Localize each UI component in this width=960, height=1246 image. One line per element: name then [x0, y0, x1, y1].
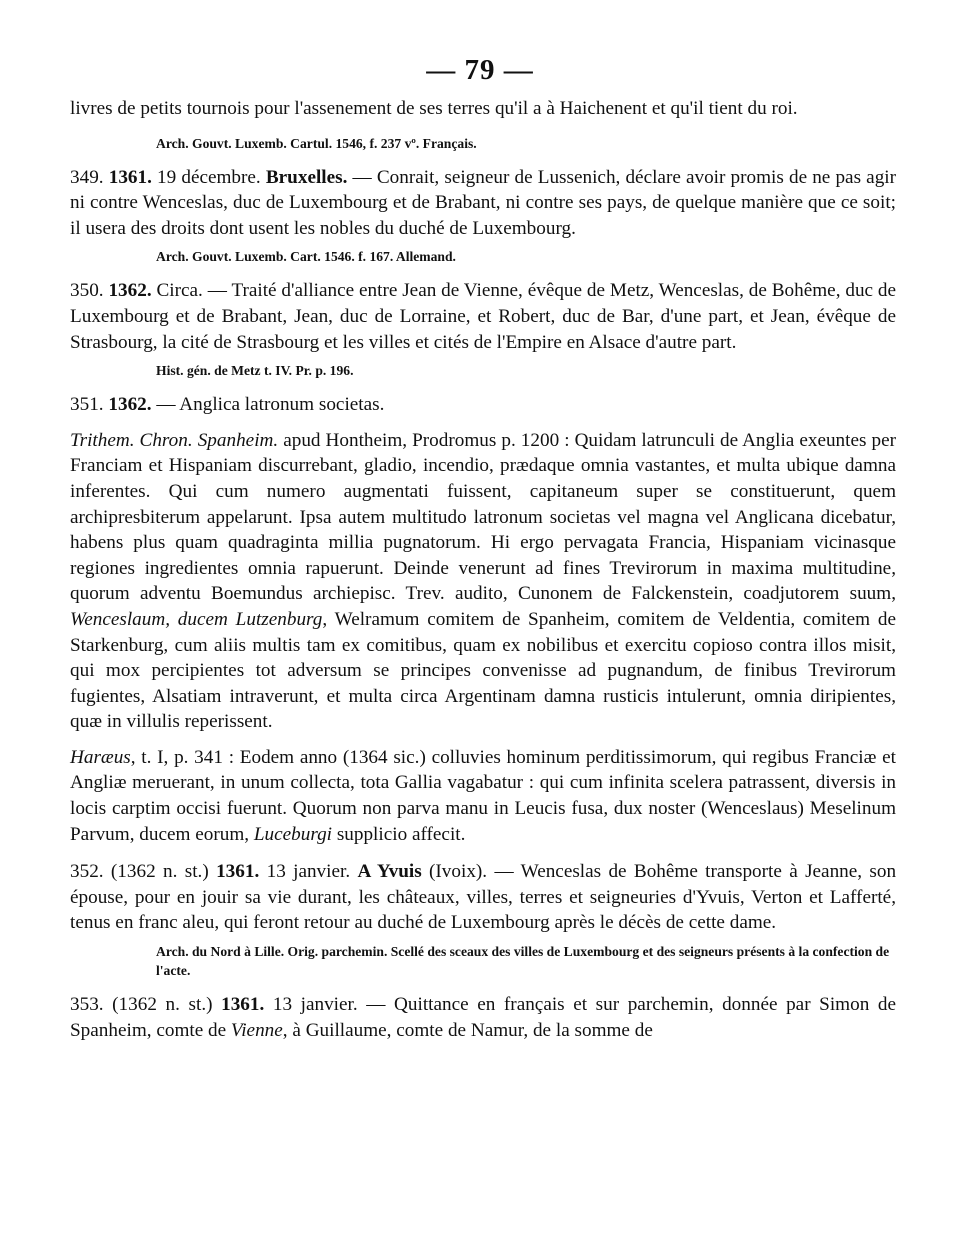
entry-text: — Quittance en français et sur parchemin, donnée par Simon de Spanheim, comte de [70, 994, 896, 1041]
entry-year: 1361. [216, 861, 260, 883]
entry-year: 1361. [108, 166, 152, 188]
source-note: Arch. du Nord à Lille. Orig. parchemin. Scellé des sceaux des villes de Luxembourg et des seigneurs présents à la confection de l'acte. [156, 944, 890, 979]
quotation-haraeus [70, 745, 896, 847]
quotation-text: , t. I, p. 341 : Eodem anno (1364 sic.) colluvies hominum perditissimorum, qui regibus Franciæ et Angliæ meruerant, in unum collecta, tota Gallia vagabatur : qui cum infinita scelera patrassent, diversis in locis carptim occisi fuerunt. Quorum non parva manu in Leucis fusa, dux noster (Wenceslaus) Meselinum Parvum, ducem eorum, [70, 746, 896, 845]
entry-prefix: (1362 n. st.) [112, 994, 213, 1016]
entry-number: 352. [70, 861, 104, 883]
entry-text: — Conrait, seigneur de Lussenich, déclare avoir promis de ne pas agir ni contre Wenceslas, duc de Luxembourg et de Brabant, ni contre ses pays, de quelque manière que ce soit; il usera des droits dont usent les nobles du duché de Luxembourg. [70, 166, 897, 239]
entry-349 [70, 165, 896, 242]
entry-year: 1361. [221, 994, 265, 1016]
entry-text: — Wenceslas de Bohême transporte à Jeanne, son épouse, pour en jouir sa vie durant, les châteaux, villes, terres et seigneuries d'Yvuis, Verton et Lafferté, tenus en franc aleu, qui feront retour au duché de Luxembourg après le décès de cette dame. [70, 861, 897, 934]
entry-351 [70, 392, 896, 418]
entry-place: A Yvuis [357, 861, 422, 883]
entry-number: 351. [70, 394, 104, 416]
entry-text: — Traité d'alliance entre Jean de Vienne, évêque de Metz, Wenceslas, de Bohême, duc de Luxembourg et de Brabant, Jean, duc de Lorraine, et Robert, duc de Bar, d'une part, et Jean, évêque de Strasbourg, la cité de Strasbourg et les villes et cités de l'Empire en Alsace d'autre part. [70, 280, 897, 353]
entry-number: 349. [70, 166, 104, 188]
entry-number: 353. [70, 994, 104, 1016]
entry-date: Circa. [156, 280, 203, 302]
entry-date: 13 janvier. [266, 861, 351, 883]
entry-place-alt: (Ivoix). [429, 861, 488, 883]
entry-year: 1362. [108, 394, 152, 416]
citation-title: Trithem. Chron. Spanheim. [70, 429, 279, 451]
entry-date: 13 janvier. [272, 994, 358, 1016]
page-content [70, 96, 896, 1043]
quotation-text: apud Hontheim, Prodromus p. 1200 : Quidam latrunculi de Anglia exeuntes per Franciam et Hispaniam discurrebant, gladio, incendio, prædaque omnia vastantes, et multa ubique damna inferentes. Qui cum numero augmentati fuissent, capitaneum super se constituerunt, quem archipresbiterum appelarunt. Ipsa autem multitudo latronum societas vel magna vel Anglicana dicebatur, habens plus quam quadraginta millia pugnatorum. Hi ergo pervagata Francia, Hispaniam vicinasque regiones ingredientes omnia rapuerunt. Deinde venerunt ad fines Trevirorum in maxima multitudine, quorum adventu Boemundus archiepisc. Trev. audito, Cunonem de Falckenstein, coadjutorem suum, [70, 429, 896, 605]
entry-prefix: (1362 n. st.) [110, 861, 209, 883]
quotation-text: , Welramum comitem de Spanheim, comitem de Veldentia, comitem de Starkenburg, cum aliis multis tam ex comitibus, quam ex nobilibus et exercitu copioso contra illos misit, qui mox percipientes tot adversum se principes convenisse ad pugnandum, de finibus Trevirorum fugientes, Alsatiam intraverunt, et multa circa Argentinam damna rusticis intulerunt, omnia diripientes, quæ in villulis reperissent. [70, 608, 896, 733]
source-note: Arch. Gouvt. Luxemb. Cartul. 1546, f. 237 vº. Français. [156, 135, 477, 151]
quotation-trithemius [70, 428, 896, 735]
page-number: — 79 — [426, 54, 534, 86]
source-note: Hist. gén. de Metz t. IV. Pr. p. 196. [156, 363, 354, 379]
entry-place: Bruxelles. [265, 166, 348, 188]
entry-year: 1362. [108, 280, 152, 302]
quotation-italic: Wenceslaum, ducem Lutzenburg [70, 608, 323, 630]
entry-text: , à Guillaume, comte de Namur, de la somme de [282, 1019, 653, 1041]
citation-title: Haræus [70, 746, 131, 768]
quotation-italic: Luceburgi [253, 823, 333, 845]
entry-353 [70, 992, 896, 1043]
entry-number: 350. [70, 280, 104, 302]
continuation-paragraph: livres de petits tournois pour l'assenement de ses terres qu'il a à Haichenent et qu'il tient du roi. [70, 98, 798, 119]
source-note: Arch. Gouvt. Luxemb. Cart. 1546. f. 167. Allemand. [156, 249, 456, 265]
entry-date: 19 décembre. [157, 166, 261, 188]
entry-text-italic: Vienne [230, 1019, 283, 1041]
entry-352 [70, 859, 896, 936]
entry-text: — Anglica latronum societas. [156, 394, 385, 416]
quotation-text: supplicio affecit. [332, 823, 466, 845]
entry-350 [70, 278, 896, 355]
